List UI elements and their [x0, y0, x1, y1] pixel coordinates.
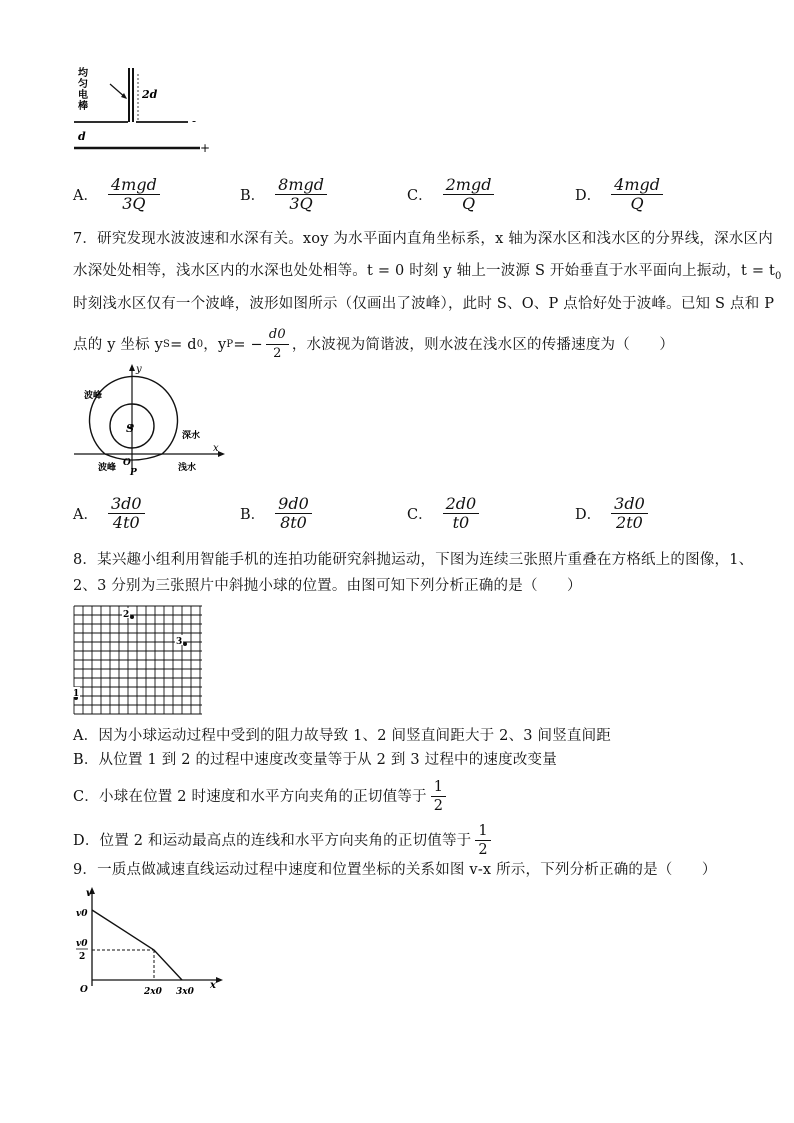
q9-figure — [72, 884, 228, 1006]
option-label: B． — [240, 507, 266, 523]
label-d: d — [78, 130, 86, 143]
fraction — [108, 176, 160, 213]
q7-line-2-text: 水深处处相等，浅水区内的水深也处处相等。t = 0 时刻 y 轴上一波源 S 开始垂直于水平面向上振动，t = t — [73, 263, 776, 279]
rod-label-1: 均 — [78, 68, 88, 79]
option-label: D． — [575, 188, 602, 204]
denominator: t0 — [452, 513, 470, 532]
q8-option-c — [73, 778, 446, 815]
numerator: 4mgd — [611, 176, 663, 195]
q8-option-c-text: C．小球在位置 2 时速度和水平方向夹角的正切值等于 — [73, 788, 427, 805]
option-label: C． — [407, 507, 433, 523]
label-y: y — [136, 364, 142, 375]
denominator: 4t0 — [112, 513, 140, 532]
q8-line-2: 2、3 分别为三张照片中斜抛小球的位置。由图可知下列分析正确的是（ ） — [73, 578, 582, 594]
numerator: 1 — [431, 778, 446, 797]
option-label: A． — [73, 507, 98, 523]
label-deep: 深水 — [182, 431, 201, 441]
q7-option-b — [240, 495, 312, 532]
label-half-num: v0 — [76, 939, 88, 949]
label-s: S — [126, 422, 134, 435]
label-crest-bottom: 波峰 — [98, 463, 117, 473]
label-shallow: 浅水 — [178, 463, 197, 473]
denominator: 2 — [273, 346, 282, 361]
rod-label-4: 棒 — [78, 101, 88, 112]
q7-line-4-e: ，水波视为简谐波，则水波在浅水区的传播速度为（ ） — [291, 336, 675, 353]
q8-option-d — [73, 822, 491, 859]
q7-figure — [72, 362, 227, 484]
q7-fraction — [266, 326, 289, 363]
q6-option-a — [73, 176, 160, 213]
label-2x0: 2x0 — [144, 987, 162, 997]
denominator: 2t0 — [616, 513, 643, 532]
label-3x0: 3x0 — [176, 987, 194, 997]
numerator: 2mgd — [443, 176, 495, 195]
numerator: 4mgd — [108, 176, 160, 195]
label-minus: - — [192, 114, 197, 128]
label-half-den: 2 — [79, 952, 86, 962]
q7-sub-p: P — [226, 338, 234, 350]
q7-line-2 — [73, 259, 782, 289]
q8-figure — [72, 604, 206, 720]
label-v: v — [86, 888, 92, 899]
label-1: 1 — [73, 689, 80, 699]
fraction — [443, 495, 480, 532]
denominator: 2 — [478, 842, 488, 858]
denominator: 8t0 — [280, 513, 307, 532]
q6-option-c — [407, 176, 494, 213]
q6-option-b — [240, 176, 327, 213]
option-label: B． — [240, 188, 266, 204]
ball-position-3 — [183, 642, 187, 646]
numerator: 1 — [475, 822, 490, 841]
label-v0: v0 — [76, 909, 88, 919]
q7-line-2-sub: 0 — [775, 270, 782, 282]
label-2d: 2d — [142, 88, 158, 101]
label-crest-top: 波峰 — [84, 391, 103, 401]
fraction — [275, 495, 312, 532]
fraction — [108, 495, 145, 532]
q7-line-4-d: = − — [233, 336, 263, 353]
numerator: d0 — [266, 326, 289, 345]
label-o: O — [80, 985, 88, 995]
q8-option-a: A．因为小球运动过程中受到的阻力故导致 1、2 间竖直间距大于 2、3 间竖直间距 — [73, 728, 612, 744]
q7-option-a — [73, 495, 145, 532]
q7-line-4-b: = d — [170, 336, 197, 353]
q7-sub-0: 0 — [196, 338, 204, 350]
denominator: Q — [630, 194, 644, 213]
q7-line-3: 时刻浅水区仅有一个波峰，波形如图所示（仅画出了波峰），此时 S、O、P 点恰好处于波峰。已知 S 点和 P — [73, 296, 775, 312]
label-plus: + — [200, 141, 211, 155]
q8-line-1: 8．某兴趣小组利用智能手机的连拍功能研究斜抛运动，下图为连续三张照片重叠在方格纸上的图像，1、 — [73, 552, 754, 568]
denominator: 2 — [433, 798, 444, 814]
option-label: C． — [407, 188, 433, 204]
option-label: A． — [73, 188, 98, 204]
rod-label-3: 电 — [78, 90, 88, 101]
q6-figure — [72, 62, 212, 162]
q7-option-d — [575, 495, 648, 532]
option-label: D． — [575, 507, 602, 523]
rod-label-2: 匀 — [78, 79, 88, 90]
q7-option-c — [407, 495, 479, 532]
label-p: P — [130, 468, 137, 478]
q6-option-d — [575, 176, 663, 213]
ball-position-2 — [130, 615, 134, 619]
q8-option-d-text: D．位置 2 和运动最高点的连线和水平方向夹角的正切值等于 — [73, 832, 472, 849]
q7-line-4-c: ，y — [203, 336, 227, 353]
denominator: 3Q — [289, 194, 313, 213]
fraction — [611, 495, 648, 532]
numerator: 3d0 — [108, 495, 145, 514]
label-o: O — [123, 458, 131, 468]
numerator: 3d0 — [611, 495, 648, 514]
numerator: 8mgd — [275, 176, 327, 195]
q7-line-1: 7．研究发现水波波速和水深有关。xoy 为水平面内直角坐标系，x 轴为深水区和浅水区的分界线，深水区内 — [73, 231, 773, 247]
q9-line-1: 9．一质点做减速直线运动过程中速度和位置坐标的关系如图 v-x 所示，下列分析正确的是（ ） — [73, 862, 717, 878]
denominator: 3Q — [122, 194, 146, 213]
fraction — [443, 176, 495, 213]
q8-option-b: B．从位置 1 到 2 的过程中速度改变量等于从 2 到 3 过程中的速度改变量 — [73, 752, 557, 768]
label-3: 3 — [176, 637, 183, 647]
numerator: 2d0 — [443, 495, 480, 514]
numerator: 9d0 — [275, 495, 312, 514]
denominator: Q — [461, 194, 476, 213]
label-x: x — [213, 443, 219, 454]
fraction — [275, 176, 327, 213]
label-x: x — [210, 980, 216, 991]
q7-line-4 — [73, 326, 674, 363]
fraction — [611, 176, 663, 213]
q7-sub-s: S — [163, 338, 171, 350]
fraction — [431, 778, 446, 815]
label-2: 2 — [123, 610, 130, 620]
fraction — [475, 822, 490, 859]
q7-line-4-a: 点的 y 坐标 y — [73, 336, 164, 353]
